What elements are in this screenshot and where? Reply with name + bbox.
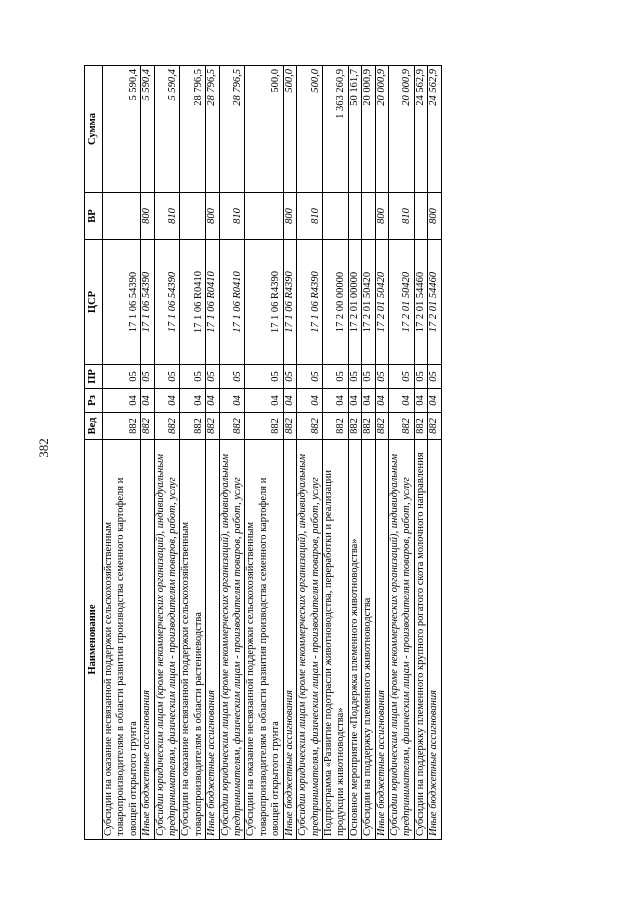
table-row: [206, 66, 219, 840]
cell-ved: 882: [245, 413, 283, 440]
cell-name: Основное мероприятие «Поддержка племенного животноводства»: [348, 440, 361, 840]
cell-rz: 04: [103, 389, 141, 413]
cell-sum: 20 000,9: [375, 66, 388, 193]
cell-csr: 17 1 06 54390: [154, 240, 180, 365]
cell-name: Субсидии юридическим лицам (кроме некоммерческих организаций), индивидуальным предпринимателям, физическим лицам - производителям товаров, работ, услуг: [297, 440, 323, 840]
cell-ved: 882: [283, 413, 296, 440]
cell-csr: 17 2 01 54460: [414, 240, 427, 365]
cell-ved: 882: [388, 413, 414, 440]
cell-rz: 04: [428, 389, 441, 413]
cell-name: Иные бюджетные ассигнования: [206, 440, 219, 840]
cell-rz: 04: [206, 389, 219, 413]
table-row: [414, 66, 427, 840]
cell-ved: 882: [219, 413, 245, 440]
cell-csr: 17 1 06 R0410: [180, 240, 206, 365]
cell-name: Субсидии на оказание несвязанной поддержки сельскохозяйственным товаропроизводителям в области развития производства семенного картофеля и овощей открытого грунта: [103, 440, 141, 840]
header-rz: Рз: [85, 389, 103, 413]
header-sum: Сумма: [85, 66, 103, 193]
header-ved: Вед: [85, 413, 103, 440]
cell-name: Иные бюджетные ассигнования: [375, 440, 388, 840]
table-row: [428, 66, 441, 840]
cell-sum: 500,0: [245, 66, 283, 193]
cell-vr: [180, 193, 206, 240]
cell-pr: 05: [297, 365, 323, 389]
cell-ved: 882: [206, 413, 219, 440]
cell-pr: 05: [219, 365, 245, 389]
cell-csr: 17 2 01 50420: [362, 240, 375, 365]
cell-vr: [103, 193, 141, 240]
cell-sum: 5 590,4: [154, 66, 180, 193]
cell-rz: 04: [219, 389, 245, 413]
cell-pr: 05: [206, 365, 219, 389]
cell-rz: 04: [141, 389, 154, 413]
cell-ved: 882: [154, 413, 180, 440]
cell-ved: 882: [141, 413, 154, 440]
cell-pr: 05: [245, 365, 283, 389]
cell-ved: 882: [180, 413, 206, 440]
cell-vr: [245, 193, 283, 240]
cell-vr: 810: [388, 193, 414, 240]
cell-vr: 810: [219, 193, 245, 240]
cell-name: Иные бюджетные ассигнования: [141, 440, 154, 840]
cell-vr: [414, 193, 427, 240]
cell-rz: 04: [283, 389, 296, 413]
cell-ved: 882: [103, 413, 141, 440]
cell-vr: 810: [154, 193, 180, 240]
cell-rz: 04: [388, 389, 414, 413]
cell-name: Субсидии юридическим лицам (кроме некоммерческих организаций), индивидуальным предпринимателям, физическим лицам - производителям товаров, работ, услуг: [388, 440, 414, 840]
table-row: [348, 66, 361, 840]
cell-name: Субсидии юридическим лицам (кроме некоммерческих организаций), индивидуальным предпринимателям, физическим лицам - производителям товаров, работ, услуг: [154, 440, 180, 840]
cell-ved: 882: [375, 413, 388, 440]
budget-table: [84, 65, 442, 840]
table-row: [180, 66, 206, 840]
table-header-row: [85, 66, 103, 840]
table-row: [154, 66, 180, 840]
header-pr: ПР: [85, 365, 103, 389]
header-name: Наименование: [85, 440, 103, 840]
cell-rz: 04: [245, 389, 283, 413]
cell-csr: 17 2 01 50420: [375, 240, 388, 365]
cell-rz: 04: [180, 389, 206, 413]
cell-sum: 500,0: [283, 66, 296, 193]
cell-ved: 882: [297, 413, 323, 440]
cell-name: Субсидии юридическим лицам (кроме некоммерческих организаций), индивидуальным предпринимателям, физическим лицам - производителям товаров, работ, услуг: [219, 440, 245, 840]
cell-csr: 17 2 01 54460: [428, 240, 441, 365]
cell-pr: 05: [322, 365, 348, 389]
cell-sum: 5 590,4: [103, 66, 141, 193]
cell-name: Подпрограмма «Развитие подотрасли животноводства, переработки и реализации продукции животноводства»: [322, 440, 348, 840]
cell-pr: 05: [283, 365, 296, 389]
cell-sum: 20 000,9: [388, 66, 414, 193]
cell-csr: 17 1 06 54390: [141, 240, 154, 365]
cell-vr: 800: [283, 193, 296, 240]
cell-pr: 05: [362, 365, 375, 389]
table-row: [283, 66, 296, 840]
cell-sum: 24 562,9: [428, 66, 441, 193]
cell-pr: 05: [154, 365, 180, 389]
cell-csr: 17 1 06 R4390: [245, 240, 283, 365]
table-row: [103, 66, 141, 840]
cell-rz: 04: [414, 389, 427, 413]
cell-vr: 800: [206, 193, 219, 240]
cell-pr: 05: [414, 365, 427, 389]
cell-vr: 800: [428, 193, 441, 240]
cell-pr: 05: [388, 365, 414, 389]
cell-rz: 04: [322, 389, 348, 413]
cell-rz: 04: [297, 389, 323, 413]
table-row: [388, 66, 414, 840]
cell-sum: 24 562,9: [414, 66, 427, 193]
cell-sum: 500,0: [297, 66, 323, 193]
cell-vr: [322, 193, 348, 240]
cell-pr: 05: [103, 365, 141, 389]
cell-rz: 04: [362, 389, 375, 413]
cell-csr: 17 2 00 00000: [322, 240, 348, 365]
table-row: [322, 66, 348, 840]
cell-name: Субсидии на поддержку племенного животноводства: [362, 440, 375, 840]
header-csr: ЦСР: [85, 240, 103, 365]
cell-pr: 05: [141, 365, 154, 389]
cell-vr: 800: [141, 193, 154, 240]
cell-pr: 05: [375, 365, 388, 389]
cell-ved: 882: [322, 413, 348, 440]
cell-ved: 882: [414, 413, 427, 440]
cell-sum: 5 590,4: [141, 66, 154, 193]
cell-vr: 810: [297, 193, 323, 240]
cell-csr: 17 1 06 R0410: [219, 240, 245, 365]
cell-vr: 800: [375, 193, 388, 240]
cell-csr: 17 1 06 R0410: [206, 240, 219, 365]
cell-name: Иные бюджетные ассигнования: [283, 440, 296, 840]
header-vr: ВР: [85, 193, 103, 240]
cell-pr: 05: [348, 365, 361, 389]
cell-name: Субсидии на поддержку племенного крупного рогатого скота молочного направления: [414, 440, 427, 840]
cell-name: Субсидии на оказание несвязанной поддержки сельскохозяйственным товаропроизводителям в области растениеводства: [180, 440, 206, 840]
cell-csr: 17 1 06 54390: [103, 240, 141, 365]
table-row: [141, 66, 154, 840]
cell-rz: 04: [348, 389, 361, 413]
cell-vr: [362, 193, 375, 240]
cell-vr: [348, 193, 361, 240]
table-row: [362, 66, 375, 840]
cell-rz: 04: [154, 389, 180, 413]
table-row: [245, 66, 283, 840]
cell-csr: 17 2 01 50420: [388, 240, 414, 365]
table-row: [219, 66, 245, 840]
table-row: [297, 66, 323, 840]
cell-name: Субсидии на оказание несвязанной поддержки сельскохозяйственным товаропроизводителям в области развития производства семенного картофеля и овощей открытого грунта: [245, 440, 283, 840]
cell-sum: 20 000,9: [362, 66, 375, 193]
rotated-table-container: [84, 66, 571, 840]
cell-sum: 1 363 260,9: [322, 66, 348, 193]
cell-pr: 05: [180, 365, 206, 389]
cell-sum: 28 796,5: [219, 66, 245, 193]
cell-rz: 04: [375, 389, 388, 413]
page-number: 382: [36, 438, 51, 458]
cell-csr: 17 1 06 R4390: [297, 240, 323, 365]
table-row: [375, 66, 388, 840]
cell-sum: 50 161,7: [348, 66, 361, 193]
cell-pr: 05: [428, 365, 441, 389]
cell-csr: 17 1 06 R4390: [283, 240, 296, 365]
cell-ved: 882: [428, 413, 441, 440]
cell-csr: 17 2 01 00000: [348, 240, 361, 365]
cell-ved: 882: [362, 413, 375, 440]
cell-name: Иные бюджетные ассигнования: [428, 440, 441, 840]
cell-ved: 882: [348, 413, 361, 440]
cell-sum: 28 796,5: [206, 66, 219, 193]
cell-sum: 28 796,5: [180, 66, 206, 193]
